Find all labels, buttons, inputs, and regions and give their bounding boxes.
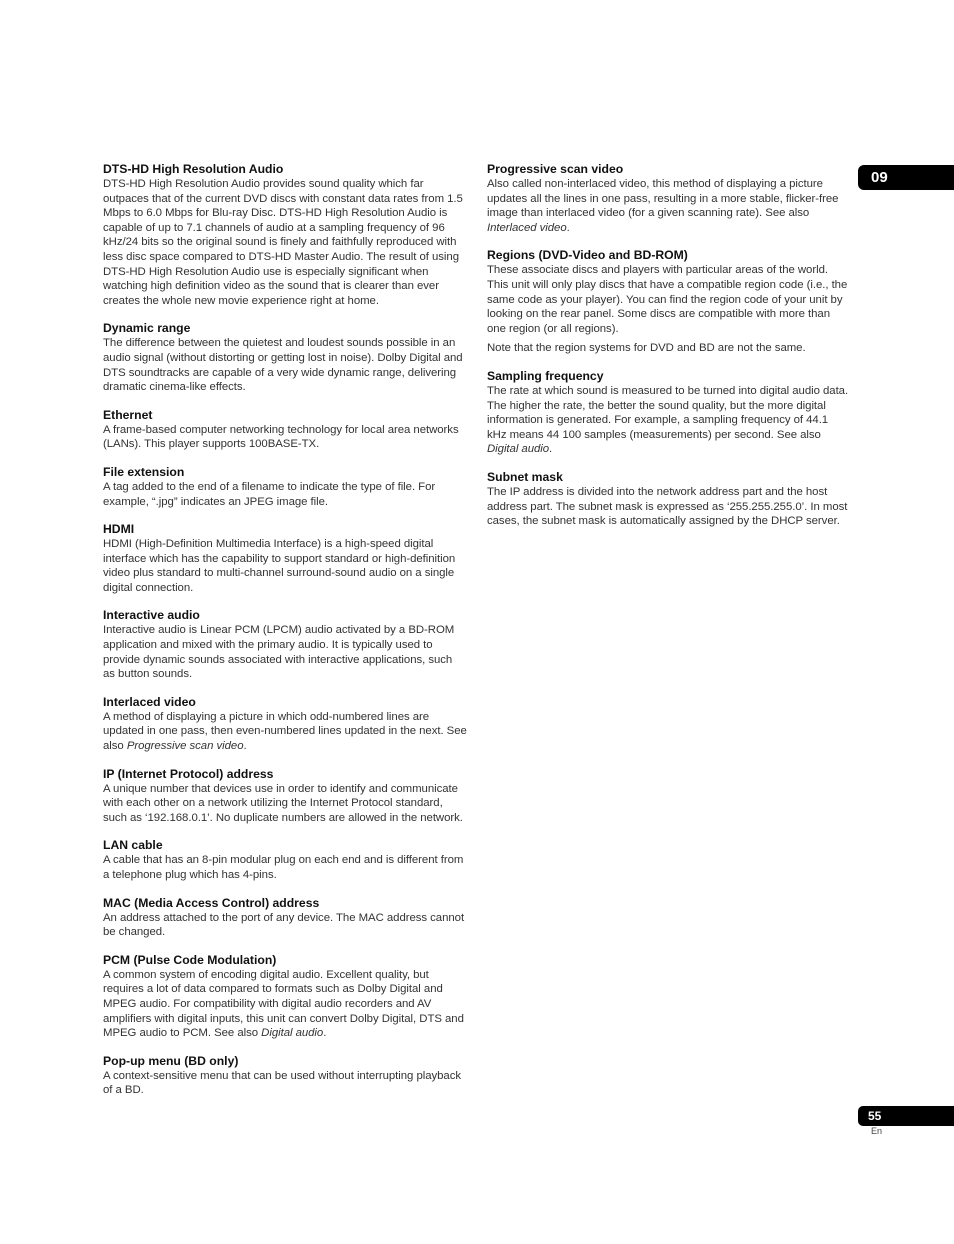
glossary-term: MAC (Media Access Control) address: [103, 895, 320, 910]
glossary-definition: [103, 968, 467, 1041]
glossary-entry-sampling-frequency: [487, 368, 850, 457]
glossary-entry-regions: [487, 247, 850, 356]
glossary-term: Pop-up menu (BD only): [103, 1053, 239, 1068]
chapter-tab: [858, 165, 954, 190]
glossary-definition: A context-sensitive menu that can be used without interrupting playback of a BD.: [103, 1069, 461, 1097]
glossary-entry-interactive-audio: [103, 607, 467, 681]
glossary-entry-hdmi: [103, 521, 467, 595]
glossary-term: File extension: [103, 464, 185, 479]
glossary-definition: The difference between the quietest and loudest sounds possible in an audio signal (without distorting or getting lost in noise). Dolby Digital and DTS soundtracks are capable of a very wide dynamic range, delivering dramatic cinema-like effects.: [103, 337, 463, 394]
see-also-reference: Progressive scan video: [126, 740, 244, 753]
glossary-definition: A frame-based computer networking technology for local area networks (LANs). This player supports 100BASE-TX.: [103, 423, 459, 451]
glossary-definition: A cable that has an 8-pin modular plug on each end and is different from a telephone plug which has 4-pins.: [103, 854, 464, 881]
glossary-entry-lan-cable: [103, 837, 467, 882]
glossary-entry-dynamic-range: [103, 320, 467, 394]
definition-text: Also called non-interlaced video, this method of displaying a picture updates all the lines in one pass, resulting in a more stable, flicker-free image than interlaced video (for a given scanning rate). See also: [487, 178, 839, 220]
page-number: 55: [868, 1109, 882, 1123]
glossary-definition: Interactive audio is Linear PCM (LPCM) audio activated by a BD-ROM application and mixed with the primary audio. It is typically used to provide dynamic sounds associated with interactive applications, such as button sounds.: [103, 624, 455, 681]
glossary-term: Regions (DVD-Video and BD-ROM): [487, 248, 688, 263]
glossary-entry-subnet-mask: [487, 469, 850, 529]
glossary-note: Note that the region systems for DVD and BD are not the same.: [487, 342, 806, 355]
glossary-term: HDMI: [103, 522, 135, 537]
glossary-term: PCM (Pulse Code Modulation): [103, 952, 277, 967]
see-also-reference: Interlaced video: [487, 221, 567, 234]
definition-text: A common system of encoding digital audio. Excellent quality, but requires a lot of data compared to formats such as Dolby Digital and MPEG audio. For compatibility with digital audio recorders and AV amplifiers with digital inputs, this unit can convert Dolby Digital, DTS and MPEG audio to PCM. See also: [103, 968, 464, 1040]
page-number-tab: [858, 1106, 954, 1126]
glossary-definition: HDMI (High-Definition Multimedia Interface) is a high-speed digital interface which has the capability to support standard or high-definition video plus standard to multi-channel surround-sound audio on a single digital connection.: [103, 538, 456, 594]
glossary-entry-popup-menu: [103, 1053, 467, 1098]
right-column: [487, 161, 850, 541]
glossary-definition: [487, 384, 850, 457]
glossary-entry-progressive-scan: [487, 161, 850, 235]
glossary-entry-dts-hd: [103, 161, 467, 308]
glossary-term: Subnet mask: [487, 469, 563, 484]
glossary-entry-interlaced-video: [103, 694, 467, 754]
glossary-term: LAN cable: [103, 838, 163, 853]
glossary-definition: A tag added to the end of a filename to indicate the type of file. For example, “.jpg” indicates an JPEG image file.: [103, 480, 436, 508]
glossary-definition: An address attached to the port of any device. The MAC address cannot be changed.: [103, 911, 465, 939]
glossary-definition: DTS-HD High Resolution Audio provides sound quality which far outpaces that of the current DVD discs with constant data rates from 1.5 Mbps to 6.0 Mbps for Blu-ray Disc. DTS-HD High Resolution Audio is capable of up to 7.1 channels of audio at a sampling frequency of 96 kHz/24 bits so the original sound is finely and faithfully reproduced with less disc space compared to DTS-HD Master Audio. The result of using DTS-HD High Resolution Audio use is especially significant when watching high definition video as the sound that is clearer than ever creates the whole new movie experience right at home.: [103, 178, 463, 307]
definition-text: The rate at which sound is measured to be turned into digital audio data. The higher the rate, the better the sound quality, but the more digital information is generated. For example, a sampling frequency of 44.1 kHz means 44 100 samples (measurements) per second. See also: [487, 384, 849, 441]
definition-tail: .: [323, 1027, 327, 1040]
glossary-definition: [103, 710, 467, 754]
chapter-number: 09: [871, 169, 888, 186]
glossary-definition: The IP address is divided into the network address part and the host address part. The subnet mask is expressed as ‘255.255.255.0’. In most cases, the subnet mask is automatically assigned by the DHCP server.: [487, 485, 848, 528]
glossary-term: Interlaced video: [103, 694, 196, 709]
definition-tail: .: [549, 443, 553, 456]
glossary-entry-pcm: [103, 952, 467, 1041]
glossary-term: Dynamic range: [103, 321, 191, 336]
see-also-reference: Digital audio: [261, 1027, 324, 1040]
glossary-term: Sampling frequency: [487, 368, 604, 383]
glossary-entry-mac-address: [103, 895, 467, 940]
definition-text: A method of displaying a picture in which odd-numbered lines are updated in one pass, then even-numbered lines updated in the next. See also: [103, 710, 467, 753]
definition-tail: .: [566, 221, 570, 234]
left-column: [103, 161, 467, 1110]
glossary-definition: A unique number that devices use in order to identify and communicate with each other on a network utilizing the Internet Protocol standard, such as ‘192.168.0.1’. No duplicate numbers are allowed in the network.: [103, 782, 463, 824]
glossary-term: Ethernet: [103, 407, 153, 422]
glossary-term: IP (Internet Protocol) address: [103, 766, 274, 781]
glossary-term: Interactive audio: [103, 608, 200, 623]
see-also-reference: Digital audio: [487, 443, 550, 456]
definition-tail: .: [243, 740, 247, 753]
glossary-term: Progressive scan video: [487, 162, 624, 176]
glossary-entry-file-extension: [103, 464, 467, 509]
language-code: En: [871, 1126, 883, 1136]
glossary-definition: These associate discs and players with particular areas of the world. This unit will only play discs that have a compatible region code (i.e., the same code as your player). You can find the region code of your unit by looking on the rear panel. Some discs are compatible with more than one region (or all regions).: [487, 264, 848, 335]
glossary-entry-ethernet: [103, 407, 467, 452]
glossary-term: DTS-HD High Resolution Audio: [103, 162, 284, 176]
glossary-entry-ip-address: [103, 766, 467, 826]
glossary-definition: [487, 177, 850, 235]
